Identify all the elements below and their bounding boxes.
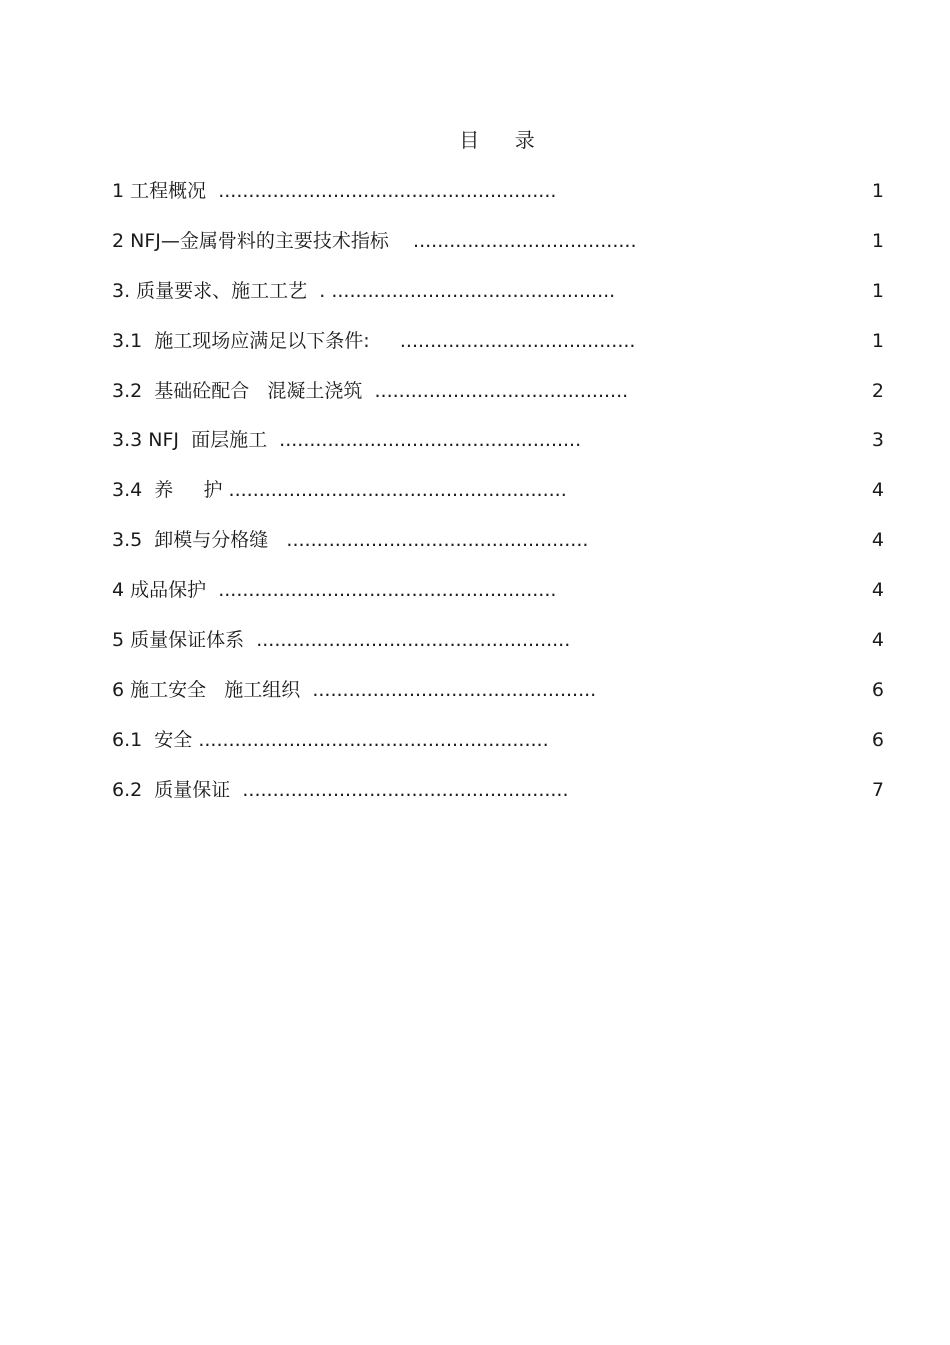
toc-entry xyxy=(112,276,884,326)
toc-entry-page: 3 xyxy=(871,429,884,452)
toc-entry xyxy=(112,625,884,675)
toc-entry xyxy=(112,326,884,376)
toc-entry xyxy=(112,775,884,825)
toc-entry xyxy=(112,425,884,475)
toc-entry-text: 6.1 安全 .......................................................... xyxy=(112,728,549,751)
toc-entry xyxy=(112,575,884,625)
toc-entry-page: 6 xyxy=(871,728,884,751)
toc-entry-page: 4 xyxy=(871,629,884,652)
toc-entry-text: 6 施工安全 施工组织 ............................................... xyxy=(112,678,597,701)
toc-entry xyxy=(112,475,884,525)
table-of-contents xyxy=(112,176,884,825)
toc-entry-page: 7 xyxy=(871,778,884,801)
toc-entry-page: 1 xyxy=(871,229,884,252)
toc-entry-text: 3.1 施工现场应满足以下条件: ....................................... xyxy=(112,329,636,352)
page-title: 目 录 xyxy=(459,128,537,152)
toc-entry-page: 2 xyxy=(871,379,884,402)
toc-entry xyxy=(112,725,884,775)
toc-entry-text: 3. 质量要求、施工工艺 . ............................................... xyxy=(112,279,616,302)
toc-entry-page: 1 xyxy=(871,279,884,302)
toc-entry-text: 3.4 养 护 ........................................................ xyxy=(112,479,567,502)
toc-entry-page: 4 xyxy=(871,479,884,502)
toc-entry-text: 6.2 质量保证 ...................................................... xyxy=(112,778,569,801)
toc-entry-text: 3.3 NFJ 面层施工 .................................................. xyxy=(112,429,582,452)
toc-entry-text: 2 NFJ—金属骨料的主要技术指标 ..................................... xyxy=(112,229,637,252)
toc-entry-page: 4 xyxy=(871,529,884,552)
toc-entry xyxy=(112,226,884,276)
toc-entry-page: 4 xyxy=(871,579,884,602)
toc-entry-text: 1 工程概况 ........................................................ xyxy=(112,180,557,202)
toc-entry xyxy=(112,525,884,575)
toc-entry-text: 3.5 卸模与分格缝 .................................................. xyxy=(112,529,589,552)
toc-entry-text: 4 成品保护 ........................................................ xyxy=(112,579,557,602)
toc-entry xyxy=(112,675,884,725)
toc-entry-page: 1 xyxy=(871,329,884,352)
toc-entry xyxy=(112,376,884,426)
toc-entry-text: 5 质量保证体系 .................................................... xyxy=(112,629,571,652)
toc-entry-page: 6 xyxy=(871,678,884,701)
toc-entry-page: 1 xyxy=(871,180,884,202)
toc-entry xyxy=(112,176,884,226)
toc-entry-text: 3.2 基础砼配合 混凝土浇筑 .......................................... xyxy=(112,379,629,402)
